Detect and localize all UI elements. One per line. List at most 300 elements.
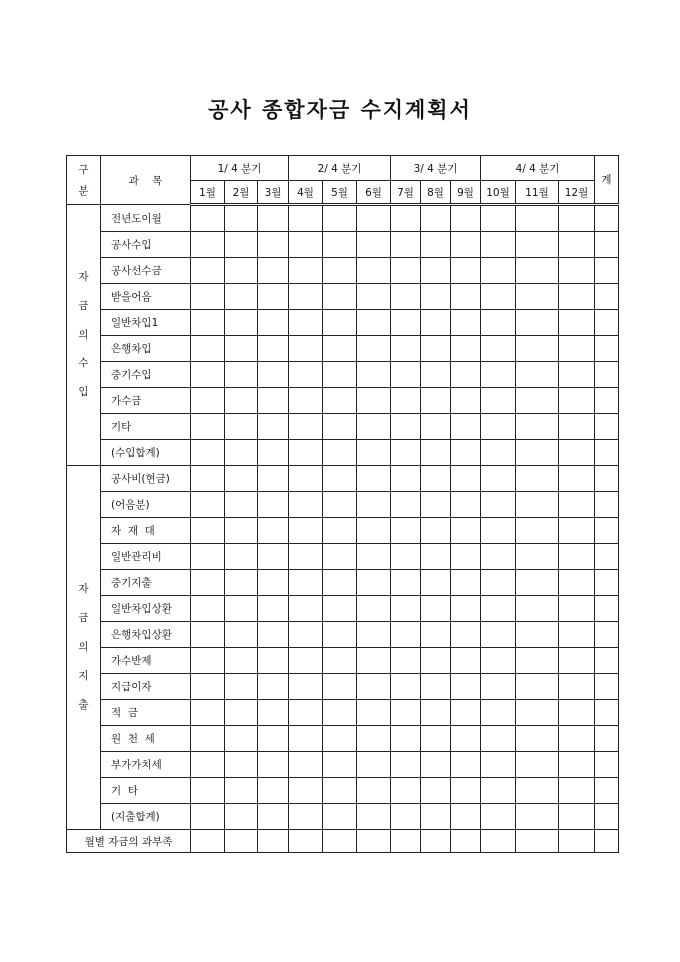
month-value-cell[interactable] (391, 232, 421, 258)
month-value-cell[interactable] (258, 362, 289, 388)
month-value-cell[interactable] (258, 466, 289, 492)
month-value-cell[interactable] (191, 518, 225, 544)
month-value-cell[interactable] (516, 544, 559, 570)
month-value-cell[interactable] (258, 414, 289, 440)
month-value-cell[interactable] (481, 388, 516, 414)
month-value-cell[interactable] (481, 440, 516, 466)
month-value-cell[interactable] (516, 310, 559, 336)
month-value-cell[interactable] (516, 596, 559, 622)
month-value-cell[interactable] (421, 518, 451, 544)
month-value-cell[interactable] (559, 544, 595, 570)
month-value-cell[interactable] (289, 622, 323, 648)
month-value-cell[interactable] (451, 414, 481, 440)
month-value-cell[interactable] (421, 674, 451, 700)
month-value-cell[interactable] (516, 570, 559, 596)
total-value-cell[interactable] (595, 414, 619, 440)
month-value-cell[interactable] (559, 518, 595, 544)
total-value-cell[interactable] (595, 726, 619, 752)
month-value-cell[interactable] (191, 284, 225, 310)
total-value-cell[interactable] (595, 544, 619, 570)
month-value-cell[interactable] (191, 205, 225, 232)
month-value-cell[interactable] (357, 414, 391, 440)
month-value-cell[interactable] (481, 232, 516, 258)
month-value-cell[interactable] (421, 466, 451, 492)
month-value-cell[interactable] (323, 518, 357, 544)
month-value-cell[interactable] (357, 518, 391, 544)
total-value-cell[interactable] (595, 284, 619, 310)
month-value-cell[interactable] (225, 752, 258, 778)
month-value-cell[interactable] (258, 830, 289, 853)
total-value-cell[interactable] (595, 596, 619, 622)
total-value-cell[interactable] (595, 648, 619, 674)
month-value-cell[interactable] (421, 700, 451, 726)
total-value-cell[interactable] (595, 492, 619, 518)
month-value-cell[interactable] (421, 310, 451, 336)
month-value-cell[interactable] (516, 804, 559, 830)
month-value-cell[interactable] (451, 310, 481, 336)
month-value-cell[interactable] (225, 232, 258, 258)
month-value-cell[interactable] (451, 466, 481, 492)
month-value-cell[interactable] (421, 778, 451, 804)
month-value-cell[interactable] (289, 700, 323, 726)
month-value-cell[interactable] (391, 518, 421, 544)
month-value-cell[interactable] (191, 544, 225, 570)
month-value-cell[interactable] (323, 778, 357, 804)
month-value-cell[interactable] (391, 466, 421, 492)
month-value-cell[interactable] (391, 362, 421, 388)
month-value-cell[interactable] (289, 726, 323, 752)
month-value-cell[interactable] (391, 414, 421, 440)
month-value-cell[interactable] (323, 388, 357, 414)
month-value-cell[interactable] (323, 284, 357, 310)
month-value-cell[interactable] (258, 596, 289, 622)
total-value-cell[interactable] (595, 518, 619, 544)
month-value-cell[interactable] (191, 388, 225, 414)
month-value-cell[interactable] (559, 205, 595, 232)
month-value-cell[interactable] (289, 466, 323, 492)
month-value-cell[interactable] (191, 726, 225, 752)
month-value-cell[interactable] (258, 310, 289, 336)
total-value-cell[interactable] (595, 752, 619, 778)
total-value-cell[interactable] (595, 570, 619, 596)
total-value-cell[interactable] (595, 310, 619, 336)
total-value-cell[interactable] (595, 440, 619, 466)
month-value-cell[interactable] (516, 830, 559, 853)
month-value-cell[interactable] (289, 362, 323, 388)
month-value-cell[interactable] (481, 544, 516, 570)
month-value-cell[interactable] (451, 440, 481, 466)
total-value-cell[interactable] (595, 778, 619, 804)
month-value-cell[interactable] (289, 336, 323, 362)
month-value-cell[interactable] (225, 778, 258, 804)
month-value-cell[interactable] (421, 232, 451, 258)
month-value-cell[interactable] (357, 310, 391, 336)
month-value-cell[interactable] (391, 205, 421, 232)
month-value-cell[interactable] (421, 804, 451, 830)
month-value-cell[interactable] (391, 388, 421, 414)
month-value-cell[interactable] (391, 284, 421, 310)
month-value-cell[interactable] (323, 726, 357, 752)
month-value-cell[interactable] (191, 362, 225, 388)
month-value-cell[interactable] (481, 778, 516, 804)
month-value-cell[interactable] (357, 778, 391, 804)
month-value-cell[interactable] (516, 232, 559, 258)
month-value-cell[interactable] (357, 336, 391, 362)
month-value-cell[interactable] (516, 440, 559, 466)
month-value-cell[interactable] (289, 674, 323, 700)
month-value-cell[interactable] (258, 518, 289, 544)
month-value-cell[interactable] (225, 336, 258, 362)
total-value-cell[interactable] (595, 232, 619, 258)
month-value-cell[interactable] (481, 414, 516, 440)
month-value-cell[interactable] (559, 232, 595, 258)
month-value-cell[interactable] (421, 648, 451, 674)
month-value-cell[interactable] (323, 700, 357, 726)
month-value-cell[interactable] (421, 596, 451, 622)
month-value-cell[interactable] (191, 700, 225, 726)
month-value-cell[interactable] (323, 258, 357, 284)
month-value-cell[interactable] (258, 622, 289, 648)
month-value-cell[interactable] (559, 570, 595, 596)
month-value-cell[interactable] (357, 752, 391, 778)
month-value-cell[interactable] (516, 674, 559, 700)
month-value-cell[interactable] (289, 778, 323, 804)
month-value-cell[interactable] (289, 596, 323, 622)
month-value-cell[interactable] (559, 804, 595, 830)
month-value-cell[interactable] (421, 830, 451, 853)
month-value-cell[interactable] (225, 622, 258, 648)
month-value-cell[interactable] (516, 622, 559, 648)
month-value-cell[interactable] (559, 336, 595, 362)
total-value-cell[interactable] (595, 674, 619, 700)
month-value-cell[interactable] (225, 700, 258, 726)
month-value-cell[interactable] (357, 205, 391, 232)
month-value-cell[interactable] (191, 440, 225, 466)
month-value-cell[interactable] (421, 205, 451, 232)
month-value-cell[interactable] (225, 830, 258, 853)
month-value-cell[interactable] (258, 232, 289, 258)
month-value-cell[interactable] (191, 752, 225, 778)
month-value-cell[interactable] (191, 648, 225, 674)
month-value-cell[interactable] (391, 544, 421, 570)
month-value-cell[interactable] (481, 205, 516, 232)
month-value-cell[interactable] (391, 726, 421, 752)
total-value-cell[interactable] (595, 804, 619, 830)
month-value-cell[interactable] (258, 336, 289, 362)
month-value-cell[interactable] (451, 726, 481, 752)
month-value-cell[interactable] (391, 778, 421, 804)
month-value-cell[interactable] (225, 518, 258, 544)
month-value-cell[interactable] (258, 492, 289, 518)
month-value-cell[interactable] (323, 544, 357, 570)
month-value-cell[interactable] (323, 362, 357, 388)
month-value-cell[interactable] (323, 440, 357, 466)
month-value-cell[interactable] (391, 336, 421, 362)
month-value-cell[interactable] (289, 232, 323, 258)
month-value-cell[interactable] (391, 570, 421, 596)
month-value-cell[interactable] (323, 752, 357, 778)
month-value-cell[interactable] (421, 388, 451, 414)
month-value-cell[interactable] (191, 778, 225, 804)
month-value-cell[interactable] (451, 388, 481, 414)
month-value-cell[interactable] (391, 752, 421, 778)
month-value-cell[interactable] (481, 674, 516, 700)
month-value-cell[interactable] (323, 570, 357, 596)
month-value-cell[interactable] (225, 804, 258, 830)
month-value-cell[interactable] (323, 674, 357, 700)
month-value-cell[interactable] (258, 388, 289, 414)
month-value-cell[interactable] (559, 466, 595, 492)
month-value-cell[interactable] (323, 466, 357, 492)
month-value-cell[interactable] (191, 232, 225, 258)
month-value-cell[interactable] (289, 414, 323, 440)
month-value-cell[interactable] (559, 648, 595, 674)
month-value-cell[interactable] (357, 622, 391, 648)
month-value-cell[interactable] (391, 440, 421, 466)
total-value-cell[interactable] (595, 205, 619, 232)
month-value-cell[interactable] (391, 700, 421, 726)
month-value-cell[interactable] (191, 622, 225, 648)
month-value-cell[interactable] (225, 726, 258, 752)
month-value-cell[interactable] (225, 674, 258, 700)
month-value-cell[interactable] (451, 205, 481, 232)
month-value-cell[interactable] (451, 362, 481, 388)
month-value-cell[interactable] (451, 674, 481, 700)
month-value-cell[interactable] (481, 622, 516, 648)
month-value-cell[interactable] (225, 310, 258, 336)
month-value-cell[interactable] (451, 778, 481, 804)
month-value-cell[interactable] (559, 596, 595, 622)
month-value-cell[interactable] (481, 804, 516, 830)
month-value-cell[interactable] (451, 830, 481, 853)
month-value-cell[interactable] (559, 258, 595, 284)
month-value-cell[interactable] (421, 414, 451, 440)
month-value-cell[interactable] (357, 466, 391, 492)
month-value-cell[interactable] (451, 596, 481, 622)
month-value-cell[interactable] (451, 648, 481, 674)
month-value-cell[interactable] (391, 492, 421, 518)
month-value-cell[interactable] (559, 388, 595, 414)
month-value-cell[interactable] (225, 570, 258, 596)
month-value-cell[interactable] (559, 674, 595, 700)
month-value-cell[interactable] (258, 778, 289, 804)
month-value-cell[interactable] (421, 752, 451, 778)
month-value-cell[interactable] (421, 570, 451, 596)
month-value-cell[interactable] (323, 336, 357, 362)
total-value-cell[interactable] (595, 388, 619, 414)
month-value-cell[interactable] (421, 492, 451, 518)
month-value-cell[interactable] (357, 726, 391, 752)
month-value-cell[interactable] (258, 700, 289, 726)
month-value-cell[interactable] (225, 414, 258, 440)
month-value-cell[interactable] (323, 232, 357, 258)
month-value-cell[interactable] (391, 830, 421, 853)
month-value-cell[interactable] (191, 258, 225, 284)
month-value-cell[interactable] (516, 778, 559, 804)
month-value-cell[interactable] (357, 596, 391, 622)
month-value-cell[interactable] (323, 804, 357, 830)
month-value-cell[interactable] (516, 388, 559, 414)
month-value-cell[interactable] (559, 830, 595, 853)
month-value-cell[interactable] (258, 205, 289, 232)
month-value-cell[interactable] (559, 440, 595, 466)
month-value-cell[interactable] (559, 778, 595, 804)
month-value-cell[interactable] (481, 284, 516, 310)
month-value-cell[interactable] (357, 648, 391, 674)
month-value-cell[interactable] (225, 648, 258, 674)
month-value-cell[interactable] (357, 674, 391, 700)
total-value-cell[interactable] (595, 700, 619, 726)
month-value-cell[interactable] (421, 336, 451, 362)
month-value-cell[interactable] (191, 414, 225, 440)
month-value-cell[interactable] (516, 336, 559, 362)
month-value-cell[interactable] (559, 726, 595, 752)
month-value-cell[interactable] (481, 726, 516, 752)
month-value-cell[interactable] (289, 310, 323, 336)
month-value-cell[interactable] (258, 804, 289, 830)
month-value-cell[interactable] (421, 440, 451, 466)
month-value-cell[interactable] (516, 284, 559, 310)
month-value-cell[interactable] (516, 414, 559, 440)
month-value-cell[interactable] (451, 258, 481, 284)
month-value-cell[interactable] (481, 466, 516, 492)
month-value-cell[interactable] (289, 388, 323, 414)
month-value-cell[interactable] (516, 258, 559, 284)
month-value-cell[interactable] (559, 284, 595, 310)
month-value-cell[interactable] (421, 544, 451, 570)
month-value-cell[interactable] (391, 648, 421, 674)
month-value-cell[interactable] (481, 830, 516, 853)
month-value-cell[interactable] (191, 310, 225, 336)
month-value-cell[interactable] (289, 205, 323, 232)
month-value-cell[interactable] (323, 622, 357, 648)
month-value-cell[interactable] (421, 258, 451, 284)
month-value-cell[interactable] (289, 648, 323, 674)
month-value-cell[interactable] (357, 804, 391, 830)
month-value-cell[interactable] (191, 674, 225, 700)
month-value-cell[interactable] (451, 336, 481, 362)
month-value-cell[interactable] (481, 648, 516, 674)
month-value-cell[interactable] (191, 570, 225, 596)
month-value-cell[interactable] (559, 492, 595, 518)
month-value-cell[interactable] (289, 518, 323, 544)
month-value-cell[interactable] (323, 414, 357, 440)
month-value-cell[interactable] (559, 310, 595, 336)
total-value-cell[interactable] (595, 336, 619, 362)
month-value-cell[interactable] (516, 518, 559, 544)
month-value-cell[interactable] (357, 284, 391, 310)
month-value-cell[interactable] (258, 570, 289, 596)
month-value-cell[interactable] (357, 570, 391, 596)
month-value-cell[interactable] (516, 726, 559, 752)
month-value-cell[interactable] (516, 466, 559, 492)
month-value-cell[interactable] (391, 622, 421, 648)
total-value-cell[interactable] (595, 466, 619, 492)
month-value-cell[interactable] (357, 388, 391, 414)
month-value-cell[interactable] (421, 726, 451, 752)
month-value-cell[interactable] (481, 362, 516, 388)
month-value-cell[interactable] (225, 492, 258, 518)
month-value-cell[interactable] (258, 284, 289, 310)
month-value-cell[interactable] (225, 258, 258, 284)
month-value-cell[interactable] (357, 440, 391, 466)
month-value-cell[interactable] (451, 232, 481, 258)
month-value-cell[interactable] (323, 310, 357, 336)
month-value-cell[interactable] (191, 804, 225, 830)
month-value-cell[interactable] (258, 258, 289, 284)
month-value-cell[interactable] (289, 830, 323, 853)
month-value-cell[interactable] (421, 622, 451, 648)
month-value-cell[interactable] (258, 726, 289, 752)
month-value-cell[interactable] (391, 804, 421, 830)
month-value-cell[interactable] (225, 362, 258, 388)
month-value-cell[interactable] (421, 362, 451, 388)
month-value-cell[interactable] (357, 258, 391, 284)
month-value-cell[interactable] (559, 752, 595, 778)
month-value-cell[interactable] (451, 492, 481, 518)
month-value-cell[interactable] (225, 440, 258, 466)
month-value-cell[interactable] (258, 440, 289, 466)
month-value-cell[interactable] (289, 284, 323, 310)
month-value-cell[interactable] (357, 492, 391, 518)
month-value-cell[interactable] (225, 596, 258, 622)
month-value-cell[interactable] (191, 336, 225, 362)
month-value-cell[interactable] (323, 648, 357, 674)
month-value-cell[interactable] (323, 830, 357, 853)
month-value-cell[interactable] (481, 700, 516, 726)
month-value-cell[interactable] (323, 205, 357, 232)
month-value-cell[interactable] (481, 336, 516, 362)
month-value-cell[interactable] (289, 544, 323, 570)
month-value-cell[interactable] (289, 440, 323, 466)
month-value-cell[interactable] (451, 622, 481, 648)
month-value-cell[interactable] (289, 804, 323, 830)
month-value-cell[interactable] (225, 466, 258, 492)
month-value-cell[interactable] (225, 284, 258, 310)
month-value-cell[interactable] (481, 596, 516, 622)
month-value-cell[interactable] (258, 648, 289, 674)
month-value-cell[interactable] (191, 830, 225, 853)
month-value-cell[interactable] (225, 544, 258, 570)
month-value-cell[interactable] (559, 700, 595, 726)
month-value-cell[interactable] (357, 830, 391, 853)
month-value-cell[interactable] (481, 492, 516, 518)
month-value-cell[interactable] (451, 544, 481, 570)
month-value-cell[interactable] (559, 362, 595, 388)
month-value-cell[interactable] (191, 596, 225, 622)
month-value-cell[interactable] (451, 752, 481, 778)
month-value-cell[interactable] (391, 310, 421, 336)
month-value-cell[interactable] (258, 674, 289, 700)
month-value-cell[interactable] (481, 310, 516, 336)
month-value-cell[interactable] (391, 596, 421, 622)
month-value-cell[interactable] (516, 648, 559, 674)
total-value-cell[interactable] (595, 830, 619, 853)
month-value-cell[interactable] (481, 570, 516, 596)
month-value-cell[interactable] (516, 700, 559, 726)
month-value-cell[interactable] (225, 205, 258, 232)
month-value-cell[interactable] (559, 414, 595, 440)
month-value-cell[interactable] (289, 492, 323, 518)
month-value-cell[interactable] (481, 258, 516, 284)
month-value-cell[interactable] (357, 232, 391, 258)
month-value-cell[interactable] (289, 570, 323, 596)
month-value-cell[interactable] (451, 284, 481, 310)
month-value-cell[interactable] (559, 622, 595, 648)
month-value-cell[interactable] (323, 596, 357, 622)
month-value-cell[interactable] (191, 492, 225, 518)
total-value-cell[interactable] (595, 362, 619, 388)
